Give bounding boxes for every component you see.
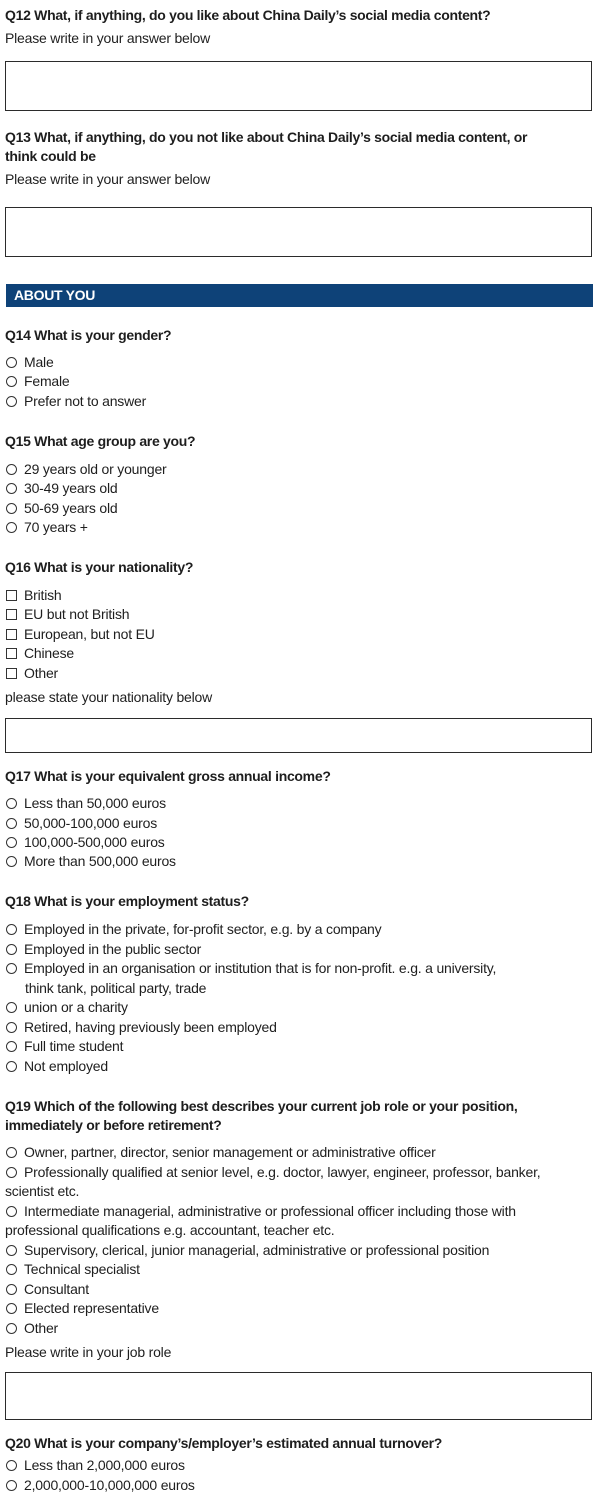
option-label: European, but not EU [24, 626, 155, 642]
q12-title: Q12 What, if anything, do you like about China Daily’s social media content? [5, 7, 491, 23]
checkbox-icon[interactable] [6, 668, 17, 679]
q19-option-3[interactable] [6, 1202, 516, 1221]
option-label: Other [24, 665, 59, 681]
q18-option-7[interactable] [6, 1057, 108, 1076]
q19-option-6[interactable] [6, 1280, 89, 1299]
radio-icon[interactable] [6, 396, 17, 407]
q20-title: Q20 What is your company’s/employer’s estimated annual turnover? [5, 1435, 442, 1451]
option-label: Full time student [24, 1038, 124, 1054]
q19-option-2-continuation: scientist etc. [5, 1183, 80, 1199]
radio-icon[interactable] [6, 924, 17, 935]
q19-option-2[interactable] [6, 1163, 540, 1182]
q15-option-50-69[interactable] [6, 499, 118, 518]
option-label: union or a charity [24, 999, 128, 1015]
option-label: 2,000,000-10,000,000 euros [24, 1477, 195, 1493]
radio-icon[interactable] [6, 376, 17, 387]
option-label: Male [24, 354, 54, 370]
q19-option-7[interactable] [6, 1299, 159, 1318]
q12-instruction: Please write in your answer below [5, 30, 211, 46]
option-label: Employed in an organisation or institution that is for non-profit. e.g. a university, [24, 960, 497, 976]
q13-title-line2: think could be [5, 148, 96, 164]
q18-option-4[interactable] [6, 998, 128, 1017]
radio-icon[interactable] [6, 798, 17, 809]
q14-title: Q14 What is your gender? [5, 327, 172, 343]
radio-icon[interactable] [6, 1041, 17, 1052]
checkbox-icon[interactable] [6, 609, 17, 620]
q17-option-3[interactable] [6, 833, 165, 852]
radio-icon[interactable] [6, 1480, 17, 1491]
q14-option-male[interactable] [6, 353, 54, 372]
option-label: Technical specialist [24, 1261, 140, 1277]
option-label: 30-49 years old [24, 480, 118, 496]
q19-option-4[interactable] [6, 1241, 489, 1260]
q16-option-british[interactable] [6, 586, 62, 605]
option-label: EU but not British [24, 606, 130, 622]
radio-icon[interactable] [6, 1460, 17, 1471]
radio-icon[interactable] [6, 483, 17, 494]
q15-title: Q15 What age group are you? [5, 433, 196, 449]
q18-option-2[interactable] [6, 940, 201, 959]
option-label: Female [24, 373, 70, 389]
option-label: 70 years + [24, 519, 88, 535]
checkbox-icon[interactable] [6, 629, 17, 640]
q16-option-other[interactable] [6, 664, 58, 683]
option-label: Professionally qualified at senior level, e.g. doctor, lawyer, engineer, professor, banker, [24, 1164, 541, 1180]
radio-icon[interactable] [6, 503, 17, 514]
radio-icon[interactable] [6, 464, 17, 475]
radio-icon[interactable] [6, 1002, 17, 1013]
q19-instruction: Please write in your job role [5, 1344, 172, 1360]
q13-instruction: Please write in your answer below [5, 171, 211, 187]
q17-option-1[interactable] [6, 794, 166, 813]
radio-icon[interactable] [6, 1303, 17, 1314]
q17-option-2[interactable] [6, 814, 157, 833]
section-header-about-you: ABOUT YOU [6, 284, 593, 307]
q16-instruction: please state your nationality below [5, 689, 213, 705]
radio-icon[interactable] [6, 1323, 17, 1334]
option-label: Chinese [24, 645, 74, 661]
radio-icon[interactable] [6, 963, 17, 974]
option-label: Other [24, 1320, 59, 1336]
q13-answer-field[interactable] [5, 207, 592, 257]
option-label: Elected representative [24, 1300, 159, 1316]
option-label: Supervisory, clerical, junior managerial, administrative or professional position [24, 1242, 490, 1258]
q12-answer-field[interactable] [5, 61, 592, 111]
radio-icon[interactable] [6, 944, 17, 955]
q18-title: Q18 What is your employment status? [5, 893, 249, 909]
q20-option-1[interactable] [6, 1456, 185, 1475]
option-label: Retired, having previously been employed [24, 1019, 277, 1035]
q16-option-european[interactable] [6, 625, 155, 644]
radio-icon[interactable] [6, 1284, 17, 1295]
option-label: Employed in the private, for-profit sector, e.g. by a company [24, 921, 382, 937]
q15-option-under-30[interactable] [6, 460, 167, 479]
checkbox-icon[interactable] [6, 648, 17, 659]
q19-option-3-continuation: professional qualifications e.g. accountant, teacher etc. [5, 1222, 335, 1238]
q19-option-1[interactable] [6, 1143, 436, 1162]
q15-option-70-plus[interactable] [6, 518, 88, 537]
radio-icon[interactable] [6, 837, 17, 848]
q16-option-eu[interactable] [6, 605, 129, 624]
q18-option-3-continuation: think tank, political party, trade [25, 980, 207, 996]
radio-icon[interactable] [6, 1147, 17, 1158]
q16-option-chinese[interactable] [6, 644, 74, 663]
q19-option-5[interactable] [6, 1260, 140, 1279]
q15-option-30-49[interactable] [6, 479, 118, 498]
option-label: Less than 2,000,000 euros [24, 1457, 185, 1473]
q17-title: Q17 What is your equivalent gross annual income? [5, 768, 331, 784]
option-label: Not employed [24, 1058, 108, 1074]
q17-option-4[interactable] [6, 852, 176, 871]
q18-option-1[interactable] [6, 920, 381, 939]
q18-option-3[interactable] [6, 959, 496, 978]
q16-nationality-field[interactable] [5, 718, 592, 753]
q19-title-line2: immediately or before retirement? [5, 1117, 222, 1133]
radio-icon[interactable] [6, 522, 17, 533]
option-label: 50,000-100,000 euros [24, 815, 157, 831]
radio-icon[interactable] [6, 1167, 17, 1178]
option-label: More than 500,000 euros [24, 853, 176, 869]
option-label: Consultant [24, 1281, 89, 1297]
radio-icon[interactable] [6, 1264, 17, 1275]
q19-title-line1: Q19 Which of the following best describes your current job role or your position, [5, 1098, 518, 1114]
option-label: Prefer not to answer [24, 393, 147, 409]
q13-title-line1: Q13 What, if anything, do you not like about China Daily’s social media content, or [5, 129, 528, 145]
q14-option-prefer-not[interactable] [6, 392, 146, 411]
q19-option-8[interactable] [6, 1319, 58, 1338]
radio-icon[interactable] [6, 1061, 17, 1072]
radio-icon[interactable] [6, 1022, 17, 1033]
option-label: Owner, partner, director, senior management or administrative officer [24, 1144, 436, 1160]
option-label: British [24, 587, 62, 603]
q18-option-6[interactable] [6, 1037, 123, 1056]
q14-option-female[interactable] [6, 372, 69, 391]
option-label: Employed in the public sector [24, 941, 202, 957]
radio-icon[interactable] [6, 1245, 17, 1256]
radio-icon[interactable] [6, 1206, 17, 1217]
checkbox-icon[interactable] [6, 590, 17, 601]
radio-icon[interactable] [6, 856, 17, 867]
q20-option-2[interactable] [6, 1476, 195, 1495]
q19-job-role-field[interactable] [5, 1372, 592, 1420]
radio-icon[interactable] [6, 818, 17, 829]
option-label: Intermediate managerial, administrative or professional officer including those with [24, 1203, 516, 1219]
q16-title: Q16 What is your nationality? [5, 559, 194, 575]
option-label: Less than 50,000 euros [24, 795, 166, 811]
q18-option-5[interactable] [6, 1018, 277, 1037]
option-label: 29 years old or younger [24, 461, 167, 477]
radio-icon[interactable] [6, 357, 17, 368]
option-label: 100,000-500,000 euros [24, 834, 165, 850]
option-label: 50-69 years old [24, 500, 118, 516]
